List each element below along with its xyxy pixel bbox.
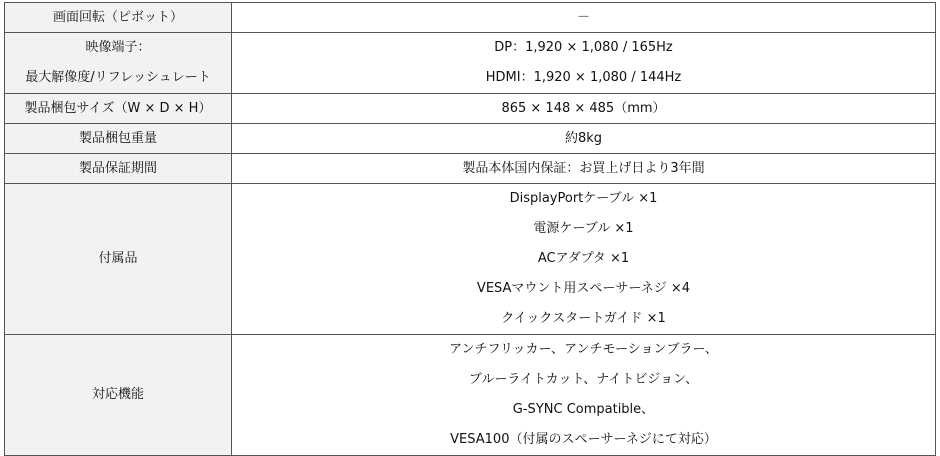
value-text: VESA100（付属のスペーサーネジにて対応）	[450, 432, 717, 447]
table-row	[5, 335, 936, 456]
row-label-package-size	[5, 94, 232, 124]
label-text: 製品梱包サイズ（W × D × H）	[24, 101, 212, 116]
value-text: －	[576, 10, 590, 25]
value-text: DisplayPortケーブル ×1	[509, 191, 658, 206]
table-row	[5, 33, 936, 94]
label-text: 付属品	[98, 251, 138, 266]
table-row	[5, 184, 936, 335]
label-text: 対応機能	[91, 387, 144, 402]
row-value-warranty	[232, 154, 936, 184]
label-text: 製品保証期間	[78, 161, 157, 176]
value-text: VESAマウント用スペーサーネジ ×4	[476, 281, 691, 296]
table-row	[5, 124, 936, 154]
value-text: クイックスタートガイド ×1	[501, 311, 666, 326]
row-value-pivot	[232, 3, 936, 33]
label-text: 画面回転（ピボット）	[52, 10, 183, 25]
value-text: DP：1,920 × 1,080 / 165Hz	[494, 40, 673, 55]
value-text: ACアダプタ ×1	[537, 251, 630, 266]
value-text: アンチフリッカー、アンチモーションブラー、	[449, 342, 718, 357]
value-text: 約8kg	[564, 131, 603, 146]
row-label-video-ports	[5, 33, 232, 94]
value-text: ブルーライトカット、ナイトビジョン、	[468, 372, 699, 387]
row-label-package-weight	[5, 124, 232, 154]
row-label-accessories	[5, 184, 232, 335]
row-value-video-ports	[232, 33, 936, 94]
table-row	[5, 3, 936, 33]
spec-table	[4, 2, 936, 456]
row-label-pivot	[5, 3, 232, 33]
value-text: 製品本体国内保証：お買上げ日より3年間	[462, 161, 705, 176]
value-text: HDMI：1,920 × 1,080 / 144Hz	[485, 70, 682, 85]
table-row	[5, 154, 936, 184]
label-text: 製品梱包重量	[78, 131, 157, 146]
row-label-features	[5, 335, 232, 456]
row-value-package-weight	[232, 124, 936, 154]
table-row	[5, 94, 936, 124]
label-text: 最大解像度/リフレッシュレート	[25, 70, 211, 85]
value-text: G-SYNC Compatible、	[512, 402, 655, 417]
row-label-warranty	[5, 154, 232, 184]
row-value-package-size	[232, 94, 936, 124]
label-text: 映像端子：	[85, 40, 151, 55]
value-text: 電源ケーブル ×1	[533, 221, 634, 236]
row-value-accessories	[232, 184, 936, 335]
value-text: 865 × 148 × 485（mm）	[501, 101, 666, 116]
row-value-features	[232, 335, 936, 456]
